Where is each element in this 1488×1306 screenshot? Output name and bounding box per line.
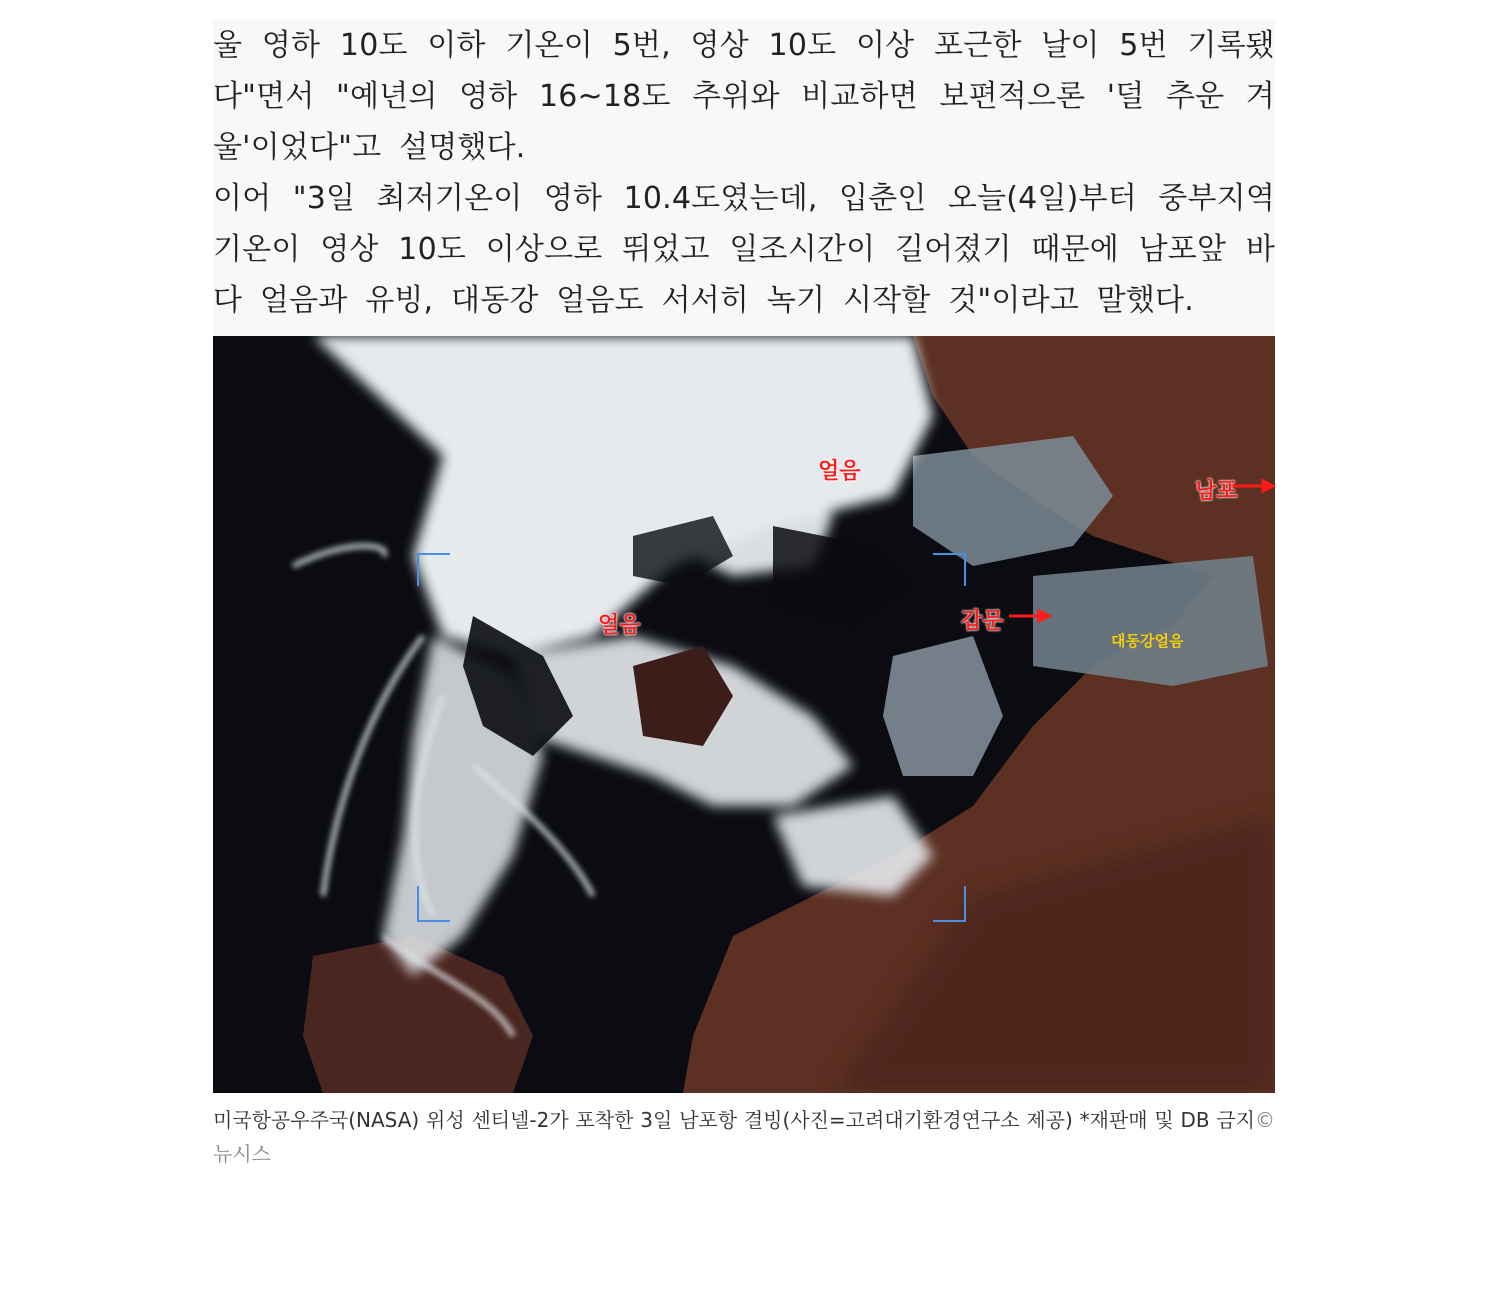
satellite-image — [213, 336, 1275, 1093]
satellite-photo — [213, 336, 1275, 1093]
nampo-label: 남포 — [1195, 479, 1238, 504]
article-body — [213, 20, 1275, 336]
taedong-ice-label: 대동강얼음 — [1111, 632, 1184, 650]
ice-label-left: 얼음 — [598, 613, 641, 638]
article — [213, 20, 1275, 1171]
ice-label-top: 얼음 — [818, 459, 861, 484]
article-paragraph: 이어 "3일 최저기온이 영하 10.4도였는데, 입춘인 오늘(4일)부터 중부지역 기온이 영상 10도 이상으로 뛰었고 일조시간이 길어졌기 때문에 남포앞 바다 얼음과 유빙, 대동강 얼음도 서서히 녹기 시작할 것"이라고 말했다. — [213, 181, 1275, 318]
image-caption — [213, 1103, 1275, 1171]
caption-credit: © 뉴시스 — [213, 1108, 1275, 1166]
caption-text: 미국항공우주국(NASA) 위성 센티넬-2가 포착한 3일 남포항 결빙(사진=고려대기환경연구소 제공) *재판매 및 DB 금지 — [213, 1108, 1255, 1132]
gate-label: 갑문 — [961, 609, 1004, 634]
article-paragraph: 울 영하 10도 이하 기온이 5번, 영상 10도 이상 포근한 날이 5번 기록됐다"면서 "예년의 영하 16~18도 추위와 비교하면 보편적으론 '덜 추운 겨울'이었다"고 설명했다. — [213, 28, 1275, 165]
